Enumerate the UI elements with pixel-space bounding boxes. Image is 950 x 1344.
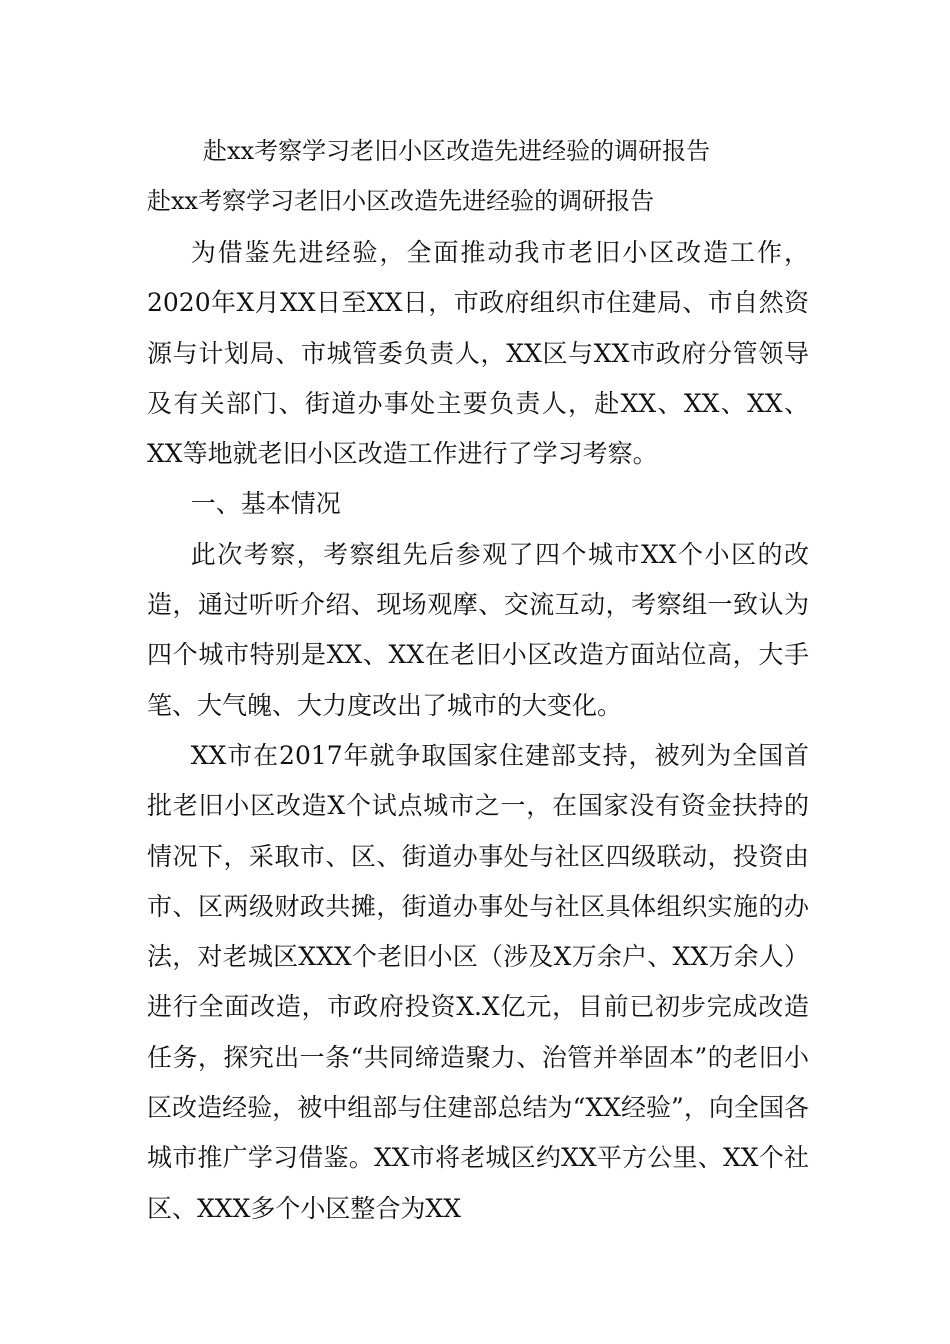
document-body [147, 228, 809, 1234]
body-paragraph: 此次考察，考察组先后参观了四个城市XX个小区的改造，通过听听介绍、现场观摩、交流互动，考察组一致认为四个城市特别是XX、XX在老旧小区改造方面站位高，大手笔、大气魄、大力度改出了城市的大变化。 [147, 539, 809, 720]
section-heading-basic-situation: 一、基本情况 [190, 489, 341, 519]
document-title-left: 赴xx考察学习老旧小区改造先进经验的调研报告 [147, 187, 655, 215]
body-paragraph: XX市在2017年就争取国家住建部支持，被列为全国首批老旧小区改造X个试点城市之一，在国家没有资金扶持的情况下，采取市、区、街道办事处与社区四级联动，投资由市、区两级财政共摊，街道办事处与社区具体组织实施的办法，对老城区XXX个老旧小区（涉及X万余户、XX万余人）进行全面改造，市政府投资X.X亿元，目前已初步完成改造任务，探究出一条“共同缔造聚力、治管并举固本”的老旧小区改造经验，被中组部与住建部总结为“XX经验”，向全国各城市推广学习借鉴。XX市将老城区约XX平方公里、XX个社区、XXX多个小区整合为XX [147, 740, 809, 1223]
document-title-centered: 赴xx考察学习老旧小区改造先进经验的调研报告 [203, 137, 711, 165]
intro-paragraph: 为借鉴先进经验，全面推动我市老旧小区改造工作，2020年X月XX日至XX日，市政府组织市住建局、市自然资源与计划局、市城管委负责人，XX区与XX市政府分管领导及有关部门、街道办事处主要负责人，赴XX、XX、XX、XX等地就老旧小区改造工作进行了学习考察。 [147, 238, 809, 469]
